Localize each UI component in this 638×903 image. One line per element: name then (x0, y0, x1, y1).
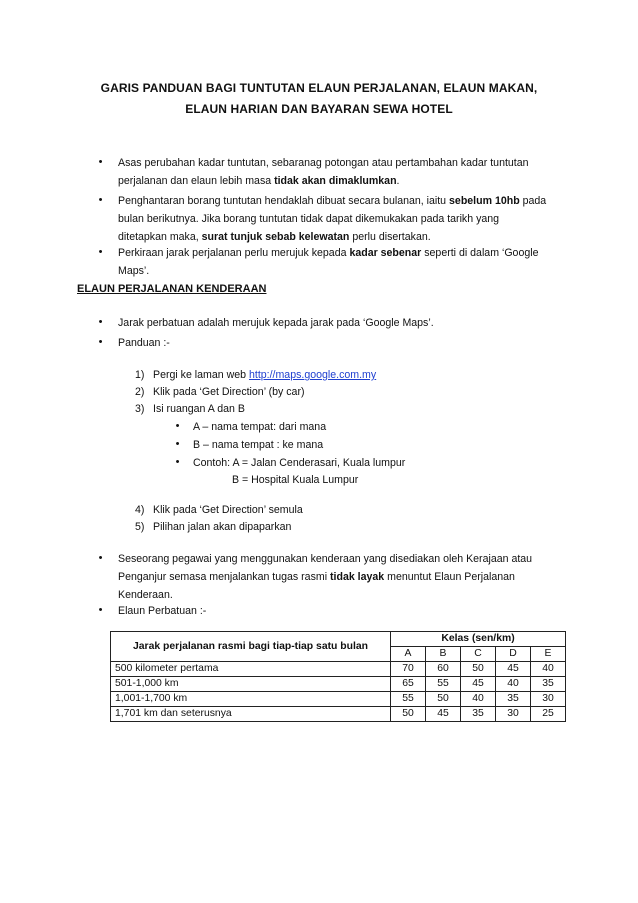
title-line-1: GARIS PANDUAN BAGI TUNTUTAN ELAUN PERJALANAN, ELAUN MAKAN, (100, 81, 538, 95)
step-3c-b: B = Hospital Kuala Lumpur (232, 474, 359, 486)
bullet-icon: • (175, 456, 180, 468)
rate-cell: 55 (391, 692, 426, 707)
intro-b1-line1: Asas perubahan kadar tuntutan, sebaranag potongan atau pertambahan kadar tuntutan (118, 157, 529, 169)
step-5-num: 5) (135, 521, 145, 533)
table-row (111, 707, 566, 722)
intro-b2-line1: Penghantaran borang tuntutan hendaklah dibuat secara bulanan, iaitu sebelum 10hb pada (118, 195, 547, 207)
intro-b1-line2: perjalanan dan elaun lebih masa tidak akan dimaklumkan. (118, 175, 400, 187)
step-3a: A – nama tempat: dari mana (193, 421, 327, 433)
bullet-icon: • (175, 420, 180, 432)
section-heading: ELAUN PERJALANAN KENDERAAN (77, 283, 267, 295)
step-3b: B – nama tempat : ke mana (193, 439, 324, 451)
section-b2: Panduan :- (118, 337, 170, 349)
rate-cell: 40 (496, 677, 531, 692)
class-header: C (461, 647, 496, 662)
class-header: E (531, 647, 566, 662)
step-2-num: 2) (135, 386, 145, 398)
class-header: D (496, 647, 531, 662)
table-group-header: Kelas (sen/km) (391, 632, 566, 647)
row-label: 1,701 km dan seterusnya (111, 707, 391, 722)
intro-b2-line3: ditetapkan maka, surat tunjuk sebab kelewatan perlu disertakan. (118, 231, 431, 243)
title-line-2: ELAUN HARIAN DAN BAYARAN SEWA HOTEL (185, 102, 453, 116)
rate-cell: 70 (391, 662, 426, 677)
rate-cell: 45 (496, 662, 531, 677)
step-4-num: 4) (135, 504, 145, 516)
bullet-icon: • (98, 156, 103, 168)
bullet-icon: • (175, 438, 180, 450)
rate-cell: 35 (531, 677, 566, 692)
intro-b2-line2: bulan berikutnya. Jika borang tuntutan tidak dapat dikemukakan pada tarikh yang (118, 213, 500, 225)
table-row (111, 662, 566, 677)
rate-cell: 55 (426, 677, 461, 692)
step-1-num: 1) (135, 369, 145, 381)
intro-b3-line1: Perkiraan jarak perjalanan perlu merujuk kepada kadar sebenar seperti di dalam ‘Google (118, 247, 539, 259)
bullet-icon: • (98, 194, 103, 206)
step-3: Isi ruangan A dan B (153, 403, 245, 415)
step-3-num: 3) (135, 403, 145, 415)
rate-cell: 30 (496, 707, 531, 722)
rate-cell: 45 (461, 677, 496, 692)
bullet-icon: • (98, 336, 103, 348)
rate-cell: 40 (461, 692, 496, 707)
rate-cell: 50 (426, 692, 461, 707)
step-3c: Contoh: A = Jalan Cenderasari, Kuala lumpur (193, 457, 406, 469)
bullet-icon: • (98, 316, 103, 328)
class-header: A (391, 647, 426, 662)
table-col-header: Jarak perjalanan rasmi bagi tiap-tiap satu bulan (111, 632, 391, 662)
rate-cell: 30 (531, 692, 566, 707)
rates-table (110, 631, 566, 722)
rate-cell: 25 (531, 707, 566, 722)
section-b3-line1: Seseorang pegawai yang menggunakan kenderaan yang disediakan oleh Kerajaan atau (118, 553, 533, 565)
intro-b3-line2: Maps’. (118, 265, 150, 277)
bullet-icon: • (98, 246, 103, 258)
section-b3-line3: Kenderaan. (118, 589, 173, 601)
section-b1: Jarak perbatuan adalah merujuk kepada jarak pada ‘Google Maps’. (118, 317, 434, 329)
step-4: Klik pada ‘Get Direction’ semula (153, 504, 303, 516)
table-row (111, 677, 566, 692)
step-5: Pilihan jalan akan dipaparkan (153, 521, 292, 533)
bullet-icon: • (98, 552, 103, 564)
bullet-icon: • (98, 604, 103, 616)
row-label: 1,001-1,700 km (111, 692, 391, 707)
rate-cell: 40 (531, 662, 566, 677)
rate-cell: 35 (496, 692, 531, 707)
rate-cell: 50 (461, 662, 496, 677)
step-1: Pergi ke laman web http://maps.google.com.my (153, 369, 377, 381)
rate-cell: 60 (426, 662, 461, 677)
step-2: Klik pada ‘Get Direction’ (by car) (153, 386, 305, 398)
rate-cell: 45 (426, 707, 461, 722)
rate-cell: 65 (391, 677, 426, 692)
section-b4: Elaun Perbatuan :- (118, 605, 207, 617)
rate-cell: 50 (391, 707, 426, 722)
maps-link[interactable]: http://maps.google.com.my (248, 369, 377, 381)
rate-cell: 35 (461, 707, 496, 722)
section-b3-line2: Penganjur semasa menjalankan tugas rasmi tidak layak menuntut Elaun Perjalanan (118, 571, 515, 583)
table-row (111, 692, 566, 707)
row-label: 500 kilometer pertama (111, 662, 391, 677)
class-header: B (426, 647, 461, 662)
page-title (60, 78, 578, 120)
row-label: 501-1,000 km (111, 677, 391, 692)
